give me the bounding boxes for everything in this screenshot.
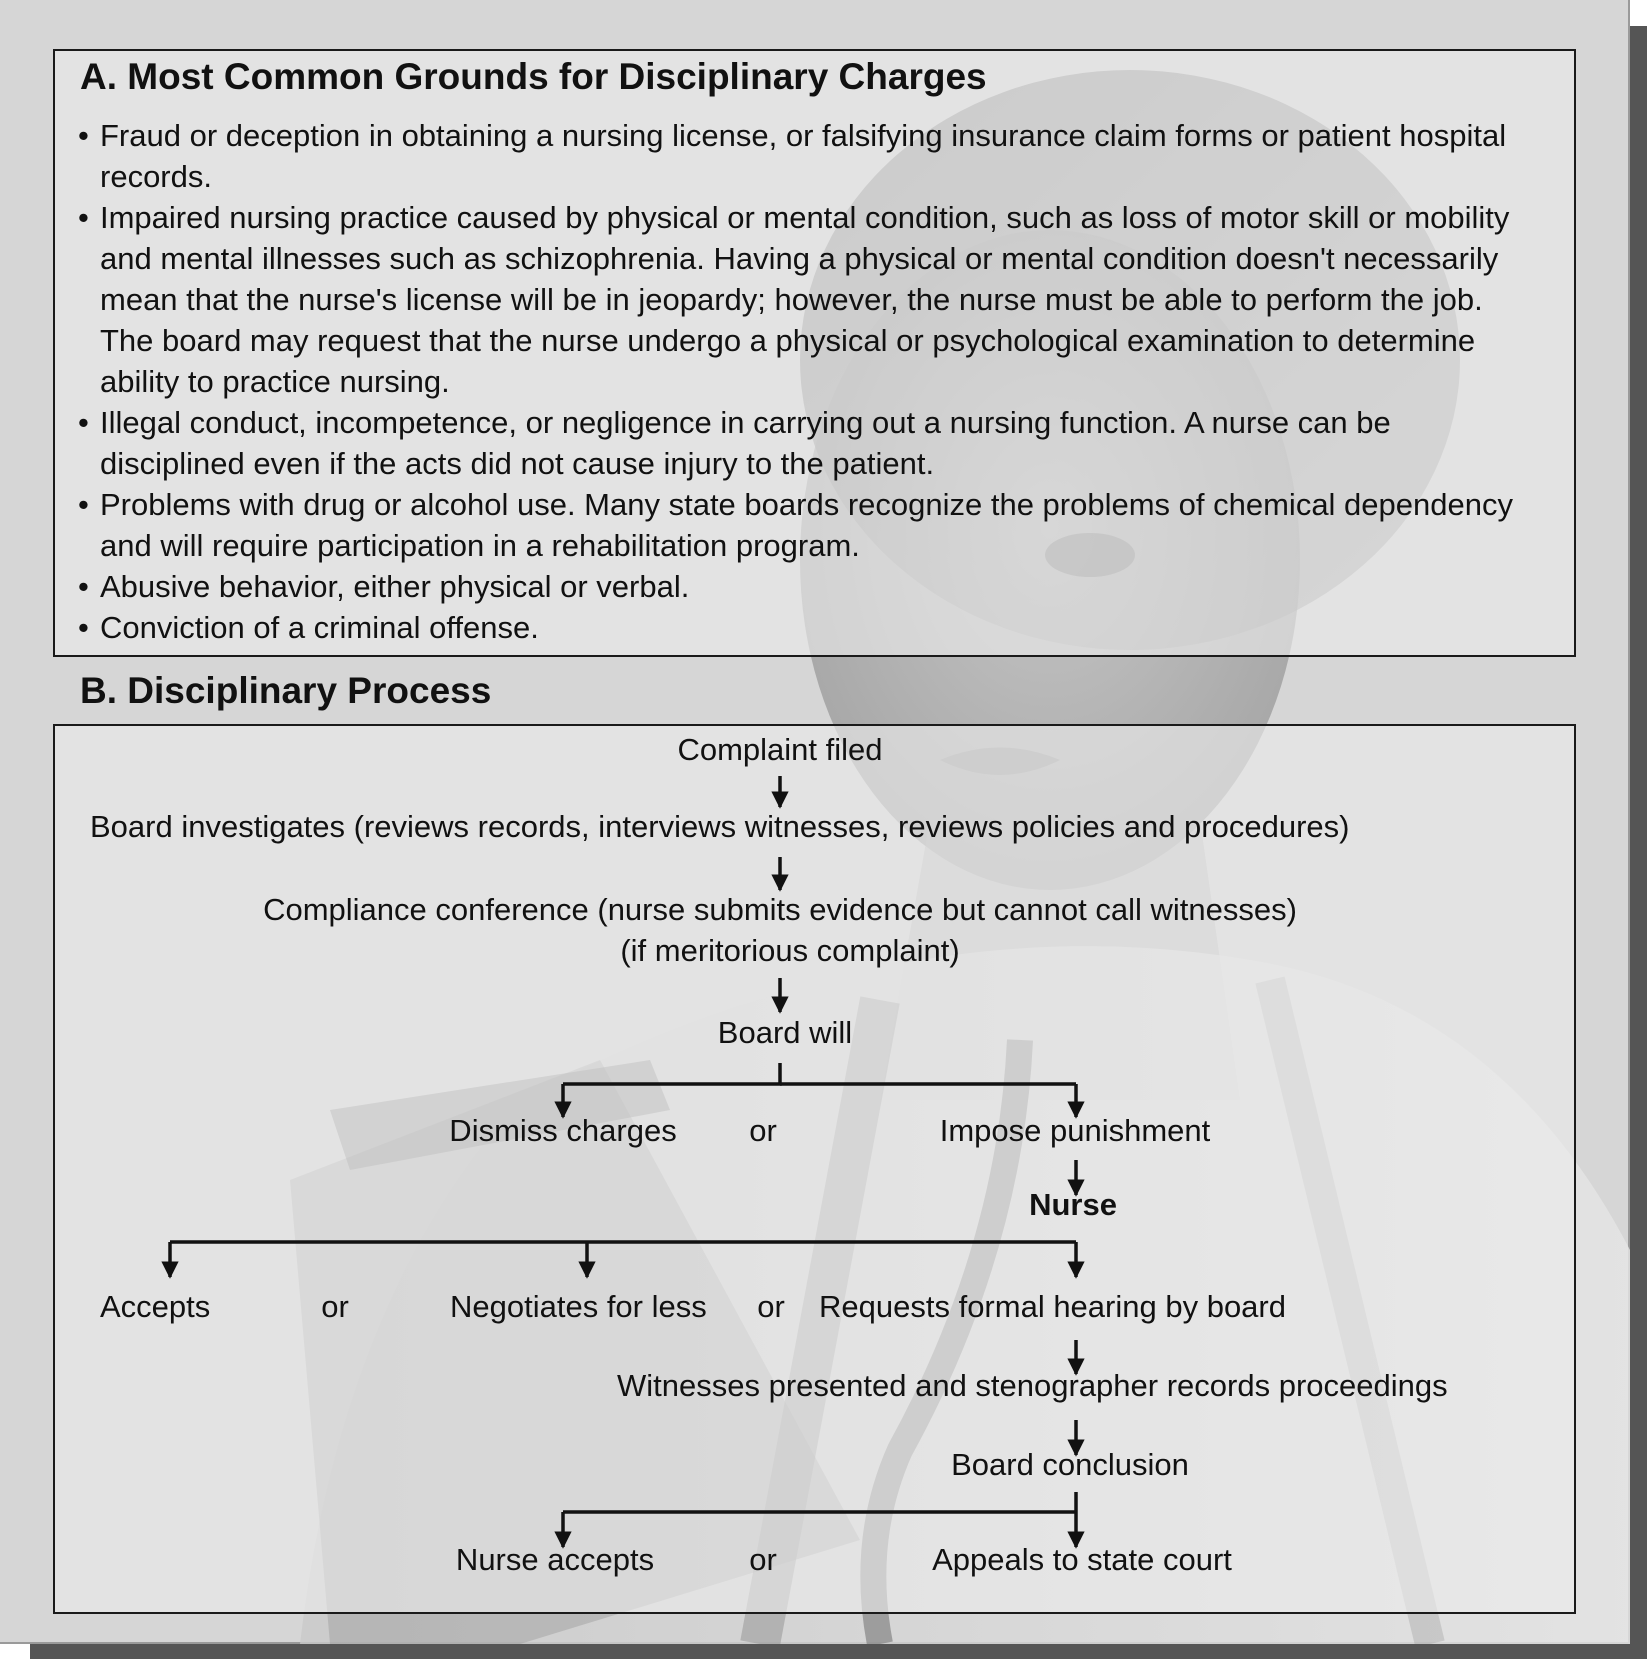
or-label: or	[757, 1289, 785, 1324]
node-witnesses: Witnesses presented and stenographer records proceedings	[617, 1368, 1448, 1403]
list-item: • Problems with drug or alcohol use. Many state boards recognize the problems of chemical dependency and will require participation in a rehabilitation program.	[78, 484, 1543, 566]
node-board-conclusion: Board conclusion	[951, 1447, 1189, 1482]
or-label: or	[321, 1289, 349, 1324]
list-item: • Abusive behavior, either physical or verbal.	[78, 566, 1543, 607]
node-requests-hearing: Requests formal hearing by board	[819, 1289, 1286, 1324]
node-nurse: Nurse	[1029, 1187, 1117, 1222]
node-dismiss-charges: Dismiss charges	[449, 1113, 677, 1148]
list-item: • Impaired nursing practice caused by physical or mental condition, such as loss of motor skill or mobility and mental illnesses such as schizophrenia. Having a physical or mental condition doesn't necessarily mean that the nurse's license will be in jeopardy; however, the nurse must be able to perform the job. The board may request that the nurse undergo a physical or psychological examination to determine ability to practice nursing.	[78, 197, 1543, 402]
node-complaint-filed: Complaint filed	[677, 732, 883, 767]
node-appeals: Appeals to state court	[932, 1542, 1232, 1577]
section-b-title: B. Disciplinary Process	[80, 670, 492, 711]
node-meritorious-note: (if meritorious complaint)	[620, 933, 960, 968]
node-board-will: Board will	[717, 1015, 853, 1050]
node-accepts: Accepts	[100, 1289, 211, 1324]
grounds-list	[78, 115, 1543, 648]
or-label: or	[749, 1113, 777, 1148]
process-box	[53, 724, 1576, 1614]
section-a-title: A. Most Common Grounds for Disciplinary Charges	[80, 56, 987, 97]
node-nurse-accepts: Nurse accepts	[455, 1542, 655, 1577]
list-item: • Conviction of a criminal offense.	[78, 607, 1543, 648]
node-compliance-conference: Compliance conference (nurse submits evidence but cannot call witnesses)	[263, 892, 1297, 927]
node-board-investigates: Board investigates (reviews records, interviews witnesses, reviews policies and procedures)	[90, 809, 1350, 844]
node-negotiates: Negotiates for less	[450, 1289, 707, 1324]
list-item: • Illegal conduct, incompetence, or negligence in carrying out a nursing function. A nurse can be disciplined even if the acts did not cause injury to the patient.	[78, 402, 1543, 484]
or-label: or	[749, 1542, 777, 1577]
node-impose-punishment: Impose punishment	[939, 1113, 1211, 1148]
list-item: • Fraud or deception in obtaining a nursing license, or falsifying insurance claim forms or patient hospital records.	[78, 115, 1543, 197]
